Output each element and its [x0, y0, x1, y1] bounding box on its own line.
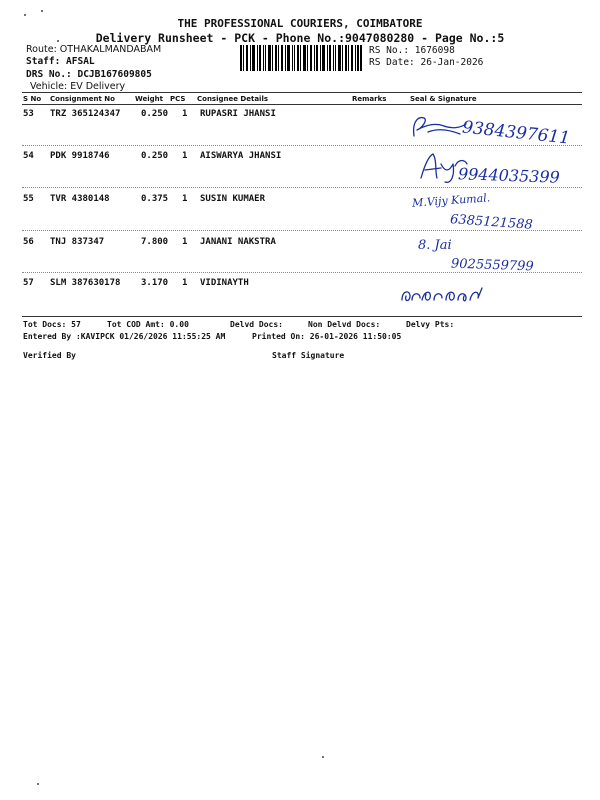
row-consignee: RUPASRI JHANSI [200, 109, 276, 119]
handwritten-name: M.Vijy Kumal. [411, 191, 491, 210]
handwritten-name: 8. Jai [418, 238, 452, 253]
row-consignee: VIDINAYTH [200, 278, 249, 288]
total-cod-amount: Tot COD Amt: 0.00 [107, 320, 189, 329]
row-weight: 3.170 [141, 278, 169, 288]
non-delivered-docs: Non Delvd Docs: [308, 320, 381, 329]
col-weight: Weight [135, 95, 163, 103]
row-weight: 0.375 [141, 194, 169, 204]
table-top-rule [22, 92, 582, 93]
row-divider [22, 145, 582, 146]
row-sno: 53 [23, 109, 34, 119]
row-sno: 56 [23, 237, 34, 247]
col-consignee: Consignee Details [197, 95, 269, 103]
row-weight: 7.800 [141, 237, 169, 247]
handwritten-phone: 9944035399 [457, 164, 561, 187]
row-pcs: 1 [182, 109, 188, 119]
barcode [240, 45, 362, 71]
col-seal-signature: Seal & Signature [410, 95, 477, 103]
scan-mark [24, 14, 26, 16]
route-label: Route: OTHAKALMANDABAM [26, 44, 162, 55]
row-pcs: 1 [182, 151, 188, 161]
row-consignment: PDK 9918746 [50, 151, 110, 161]
rs-number: RS No.: 1676098 [369, 45, 455, 56]
verified-by-label: Verified By [23, 351, 76, 360]
row-pcs: 1 [182, 237, 188, 247]
row-sno: 54 [23, 151, 34, 161]
row-sno: 55 [23, 194, 34, 204]
delivery-points: Delvy Pts: [406, 320, 455, 329]
entered-by: Entered By :KAVIPCK 01/26/2026 11:55:25 AM [23, 332, 226, 341]
scan-mark [37, 783, 39, 785]
row-consignment: TNJ 837347 [50, 237, 105, 247]
row-consignment: TRZ 365124347 [50, 109, 121, 119]
col-sno: S No [23, 95, 42, 103]
printed-on: Printed On: 26-01-2026 11:50:05 [252, 332, 402, 341]
total-docs: Tot Docs: 57 [23, 320, 81, 329]
runsheet-subtitle: Delivery Runsheet - PCK - Phone No.:9047080280 - Page No.:5 [95, 31, 505, 45]
row-consignment: TVR 4380148 [50, 194, 110, 204]
signature-tamil-script [398, 286, 490, 306]
row-consignee: JANANI NAKSTRA [200, 237, 276, 247]
row-consignment: SLM 387630178 [50, 278, 121, 288]
row-sno: 57 [23, 278, 34, 288]
signature-scribble [408, 112, 468, 142]
staff-signature-label: Staff Signature [272, 351, 345, 360]
company-title: THE PROFESSIONAL COURIERS, COIMBATORE [177, 17, 423, 30]
table-header-rule [22, 104, 582, 105]
handwritten-phone: 9384397611 [461, 117, 571, 149]
drs-number: DRS No.: DCJB167609805 [26, 69, 152, 80]
scan-mark [41, 10, 43, 12]
vehicle-label: Vehicle: EV Delivery [30, 81, 126, 92]
handwritten-phone: 6385121588 [449, 212, 534, 233]
row-pcs: 1 [182, 278, 188, 288]
row-weight: 0.250 [141, 151, 169, 161]
col-remarks: Remarks [352, 95, 387, 103]
row-pcs: 1 [182, 194, 188, 204]
staff-label: Staff: AFSAL [26, 56, 95, 67]
rs-date: RS Date: 26-Jan-2026 [369, 57, 484, 68]
scan-mark [322, 756, 324, 758]
col-consignment: Consignment No [50, 95, 115, 103]
handwritten-phone: 9025559799 [450, 256, 534, 275]
col-pcs: PCS [170, 95, 186, 103]
row-divider [22, 187, 582, 188]
row-weight: 0.250 [141, 109, 169, 119]
row-consignee: AISWARYA JHANSI [200, 151, 282, 161]
row-consignee: SUSIN KUMAER [200, 194, 266, 204]
table-bottom-rule [22, 316, 582, 317]
delivered-docs: Delvd Docs: [230, 320, 283, 329]
